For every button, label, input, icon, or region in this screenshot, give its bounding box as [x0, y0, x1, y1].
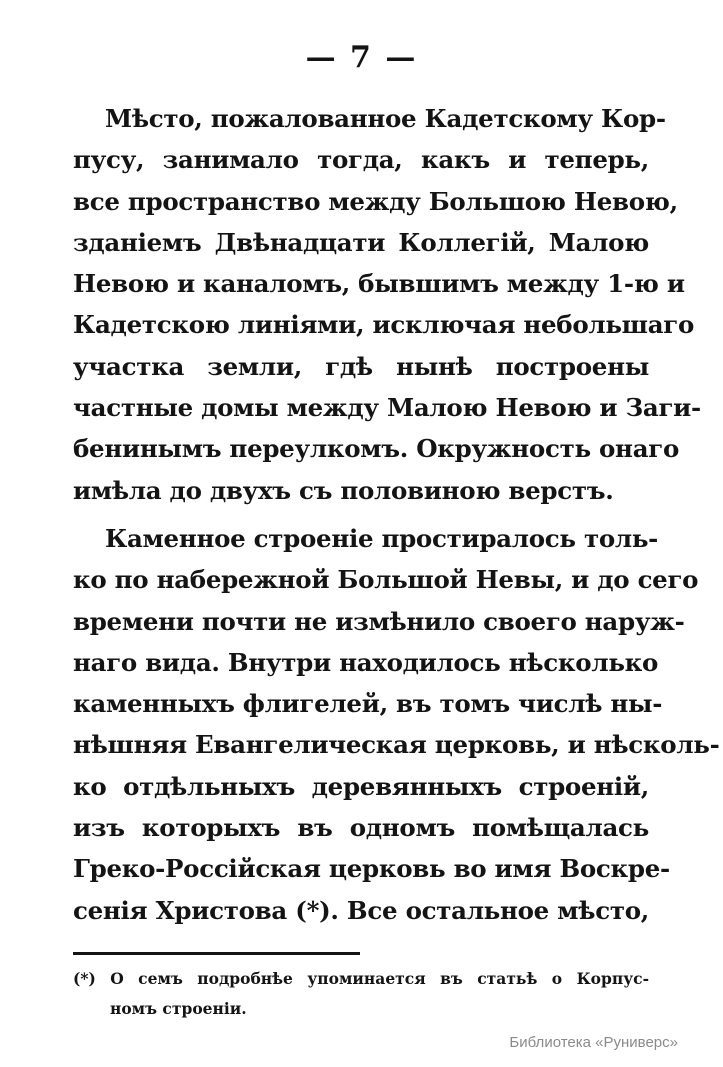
paragraph-1: [73, 98, 701, 511]
text-line: каменныхъ флигелей, въ томъ числѣ ны-: [73, 689, 663, 719]
text-line: ко по набережной Большой Невы, и до сего: [73, 565, 699, 595]
text-line: ко отдѣльныхъ деревянныхъ строеній,: [73, 771, 649, 801]
text-line: нѣшняя Евангелическая церковь, и нѣсколь-: [73, 730, 720, 760]
text-line: частные домы между Малою Невою и Заги-: [73, 393, 701, 423]
footnote-line: номъ строеніи.: [110, 999, 247, 1018]
text-line: зданіемъ Двѣнадцати Коллегій, Малою: [73, 227, 649, 257]
text-line: участка земли, гдѣ нынѣ построены: [73, 351, 649, 381]
text-line: Кадетскою линіями, исключая небольшаго: [73, 310, 695, 340]
text-line: Каменное строеніе простиралось толь-: [105, 524, 659, 553]
paragraph-2: [73, 518, 720, 931]
text-line: все пространство между Большою Невою,: [73, 186, 678, 216]
library-watermark: Библиотека «Руниверс»: [509, 1034, 678, 1051]
page-number: — 7 —: [305, 40, 418, 75]
text-line: имѣла до двухъ съ половиною верстъ.: [73, 475, 614, 505]
text-line: изъ которыхъ въ одномъ помѣщалась: [73, 813, 649, 843]
footnote-divider: [73, 952, 360, 955]
text-line: времени почти не измѣнило своего наруж-: [73, 606, 685, 636]
text-line: Греко-Россійская церковь во имя Воскре-: [73, 854, 670, 884]
footnote-line: (*) О семъ подробнѣе упоминается въ статьѣ о Корпус-: [73, 969, 649, 988]
text-line: бенинымъ переулкомъ. Окружность онаго: [73, 434, 680, 464]
text-line: Невою и каналомъ, бывшимъ между 1-ю и: [73, 269, 685, 299]
text-line: сенія Христова (*). Все остальное мѣсто,: [73, 895, 649, 925]
text-line: Мѣсто, пожалованное Кадетскому Кор-: [105, 104, 666, 133]
text-line: наго вида. Внутри находилось нѣсколько: [73, 647, 659, 677]
text-line: пусу, занимало тогда, какъ и теперь,: [73, 145, 649, 175]
footnote: [73, 964, 649, 1024]
